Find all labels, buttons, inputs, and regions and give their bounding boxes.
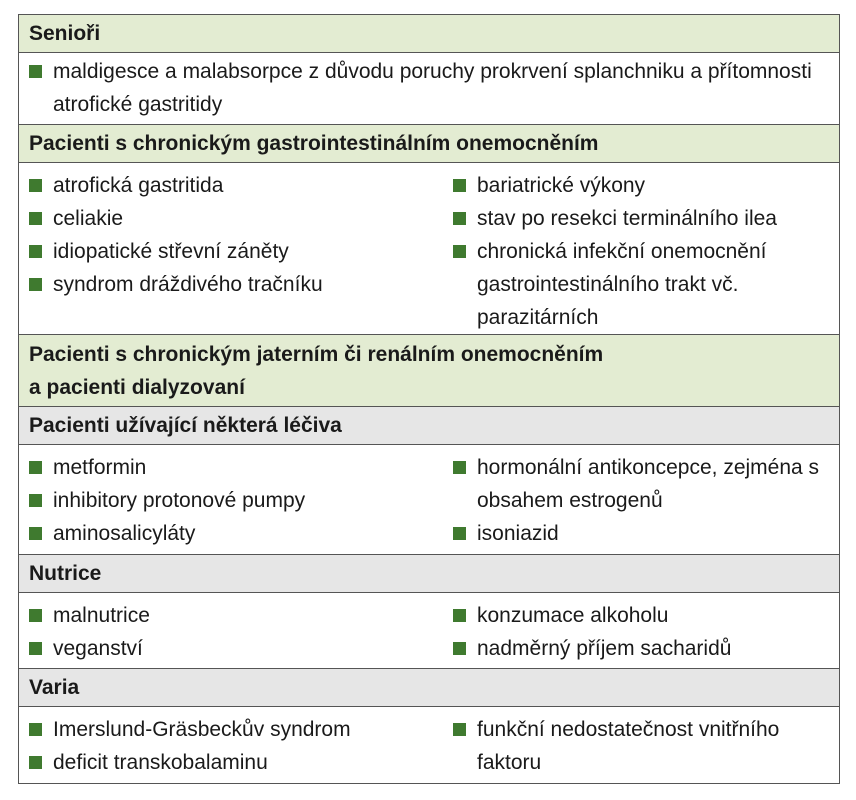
list-item [453,632,831,665]
section-body-nutrition [19,593,839,669]
list-item [29,713,453,746]
list-item-text: Imerslund-Gräsbeckův syndrom [53,718,351,741]
list-item [453,713,831,779]
left-column [29,713,453,779]
bullet-square-icon [29,461,42,474]
left-column [29,599,453,665]
list-item [29,169,453,202]
bullet-square-icon [29,212,42,225]
bullet-square-icon [453,212,466,225]
list-item-text: isoniazid [477,522,559,545]
right-column [453,169,831,334]
bullet-square-icon [453,609,466,622]
section-body-gastrointestinal [19,163,839,335]
bullet-square-icon [29,642,42,655]
bullet-square-icon [453,642,466,655]
list-item-text: hormonální antikoncepce, zejména s obsahem estrogenů [477,456,820,512]
section-title: Nutrice [29,561,102,585]
list-item-text: metformin [53,456,147,479]
bullet-square-icon [29,65,42,78]
list-item-text: idiopatické střevní záněty [53,240,289,263]
list-item-text: funkční nedostatečnost vnitřního faktoru [477,718,780,774]
list-item-text: inhibitory protonové pumpy [53,489,306,512]
left-column [29,169,453,334]
list-item-text: veganství [53,637,143,660]
section-header-hepatic-renal [19,335,839,407]
list-item [29,268,453,301]
section-body-drugs [19,445,839,555]
list-item-text: deficit transkobalaminu [53,751,268,774]
bullet-square-icon [453,179,466,192]
list-item [453,517,831,550]
list-item [29,599,453,632]
list-item-text: konzumace alkoholu [477,604,669,627]
list-item [453,169,831,202]
bullet-square-icon [453,461,466,474]
section-title-line-1: Pacienti s chronickým jaterním či renálním onemocněním [29,342,604,366]
right-column [453,713,831,779]
list-item-text: maldigesce a malabsorpce z důvodu poruchy prokrvení splanchniku a přítomnosti atrofické gastritidy [53,60,812,116]
list-item [453,599,831,632]
list-item [29,746,453,779]
section-title: Senioři [29,21,101,45]
list-item-text: atrofická gastritida [53,174,224,197]
section-body-varia [19,707,839,783]
bullet-square-icon [29,756,42,769]
bullet-square-icon [29,179,42,192]
risk-factors-table [18,14,840,784]
right-column [453,599,831,665]
list-item [453,451,831,517]
list-item [453,202,831,235]
right-column [453,451,831,550]
bullet-square-icon [453,527,466,540]
left-column [29,451,453,550]
bullet-square-icon [453,245,466,258]
section-title: Pacienti s chronickým gastrointestinálním onemocněním [29,131,599,155]
section-header-gastrointestinal [19,125,839,163]
bullet-square-icon [29,494,42,507]
section-header-nutrition [19,555,839,593]
list-item [29,235,453,268]
bullet-square-icon [453,723,466,736]
list-item [29,202,453,235]
bullet-square-icon [29,527,42,540]
section-title: Pacienti užívající některá léčiva [29,413,342,437]
section-title-line-2: a pacienti dialyzovaní [29,375,245,399]
list-item-text: celiakie [53,207,124,230]
list-item-text: aminosalicyláty [53,522,196,545]
bullet-square-icon [29,278,42,291]
list-item-text: nadměrný příjem sacharidů [477,637,732,660]
list-item-text: bariatrické výkony [477,174,646,197]
section-body-seniors [19,53,839,125]
bullet-square-icon [29,245,42,258]
list-item-text: syndrom dráždivého tračníku [53,273,323,296]
list-item-text: malnutrice [53,604,150,627]
list-item [29,484,453,517]
list-item [29,517,453,550]
section-header-varia [19,669,839,707]
list-item [29,632,453,665]
list-item-text: chronická infekční onemocnění gastrointestinálního trakt vč. parazitárních [477,240,767,329]
section-title: Varia [29,675,80,699]
list-item [29,55,831,121]
section-header-drugs [19,407,839,445]
list-item [453,235,831,334]
list-item-text: stav po resekci terminálního ilea [477,207,777,230]
section-header-seniors [19,15,839,53]
bullet-square-icon [29,609,42,622]
list-item [29,451,453,484]
bullet-square-icon [29,723,42,736]
